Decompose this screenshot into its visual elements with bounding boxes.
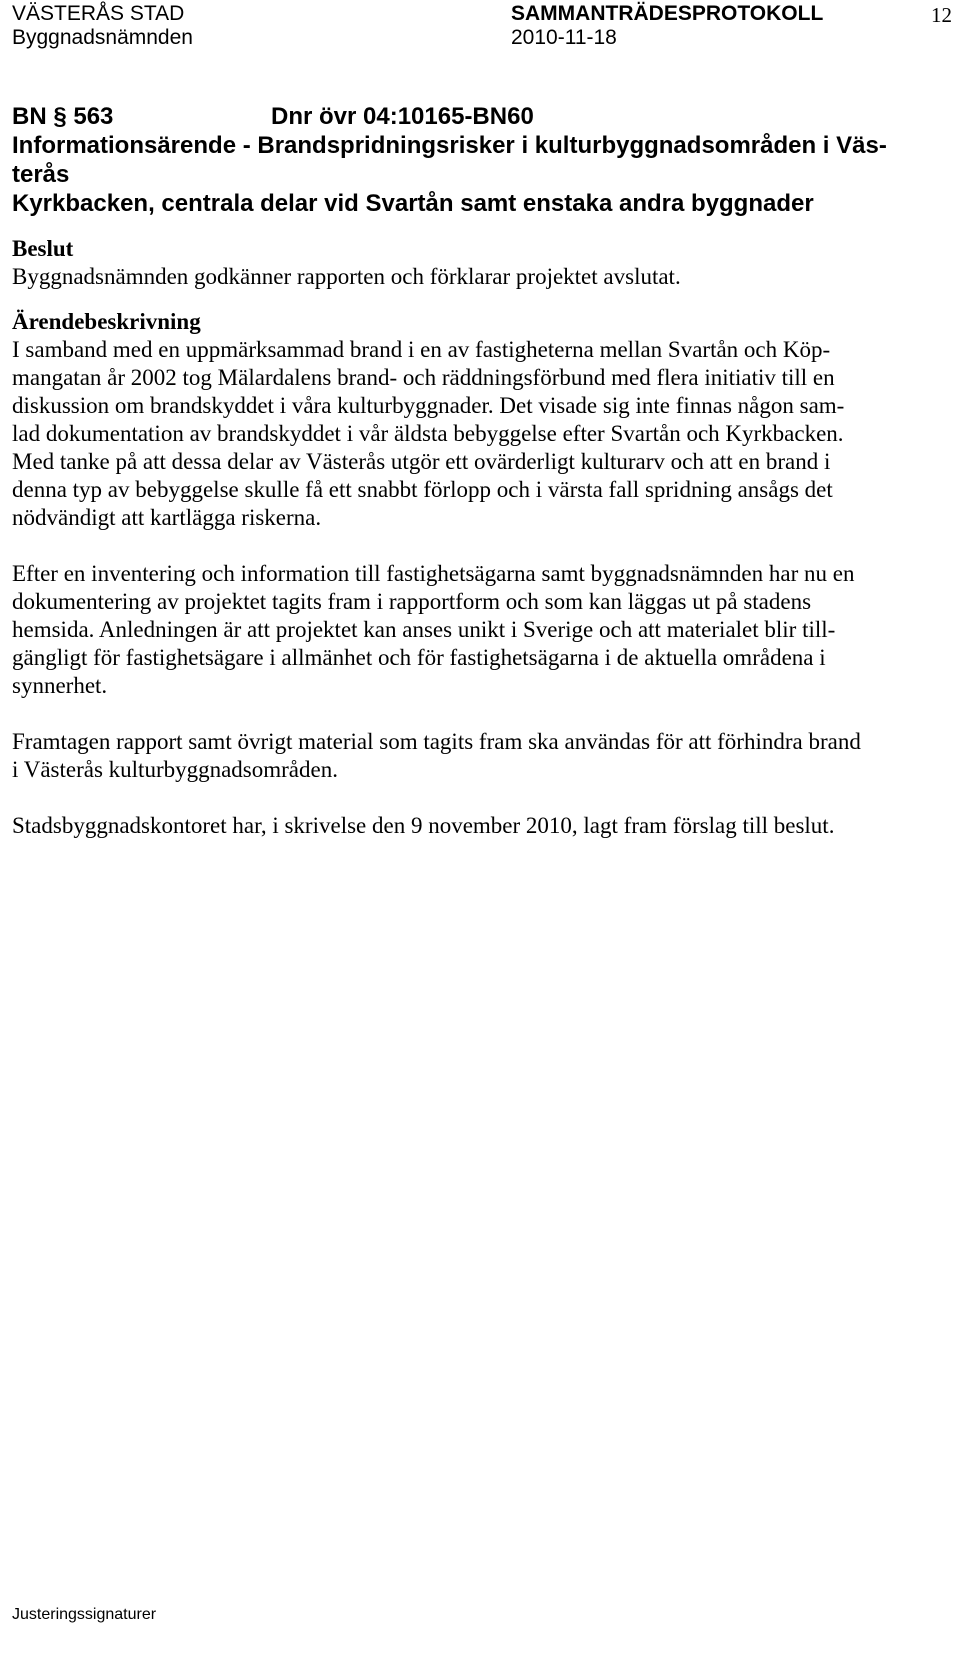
text-line: hemsida. Anledningen är att projektet kan anses unikt i Sverige och att materialet blir till- (12, 617, 836, 642)
description-text (12, 336, 917, 840)
meeting-date: 2010-11-18 (511, 26, 617, 49)
text-line: mangatan år 2002 tog Mälardalens brand- och räddningsförbund med flera initiativ till en (12, 365, 835, 390)
description-heading: Ärendebeskrivning (12, 309, 201, 334)
decision-text: Byggnadsnämnden godkänner rapporten och förklarar projektet avslutat. (12, 264, 681, 289)
text-line: i Västerås kulturbyggnadsområden. (12, 757, 338, 782)
paragraph-gap (12, 784, 917, 812)
text-line: nödvändigt att kartlägga riskerna. (12, 505, 322, 530)
text-line: gängligt för fastighetsägare i allmänhet och för fastighetsägarna i de aktuella områdena i (12, 645, 826, 670)
diary-number: Dnr övr 04:10165-BN60 (271, 103, 534, 130)
text-line: Framtagen rapport samt övrigt material som tagits fram ska användas för att förhindra brand (12, 729, 861, 754)
text-line: I samband med en uppmärksammad brand i en av fastigheterna mellan Svartån och Köp- (12, 337, 831, 362)
case-subtitle: Kyrkbacken, centrala delar vid Svartån samt enstaka andra byggnader (12, 190, 814, 217)
decision-heading: Beslut (12, 236, 74, 261)
paragraph-gap (12, 532, 917, 560)
text-line: Med tanke på att dessa delar av Västerås utgör ett ovärderligt kulturarv och att en brand i (12, 449, 831, 474)
document-type: SAMMANTRÄDESPROTOKOLL (511, 2, 824, 25)
description-paragraph (12, 560, 917, 700)
description-paragraph (12, 728, 917, 784)
page-number: 12 (931, 3, 952, 27)
case-title-line: Informationsärende - Brandspridningsrisker i kulturbyggnadsområden i Väs- (12, 132, 887, 159)
case-number: BN § 563 (12, 103, 114, 130)
text-line: Efter en inventering och information till fastighetsägarna samt byggnadsnämnden har nu en (12, 561, 855, 586)
text-line: denna typ av bebyggelse skulle få ett snabbt förlopp och i värsta fall spridning ansågs det (12, 477, 833, 502)
case-title-line: terås (12, 161, 70, 188)
paragraph-gap (12, 700, 917, 728)
case-heading (12, 102, 917, 218)
organization-name: VÄSTERÅS STAD (12, 2, 185, 25)
description-paragraph (12, 336, 917, 532)
text-line: diskussion om brandskyddet i våra kulturbyggnader. Det visade sig inte finnas någon sam- (12, 393, 845, 418)
text-line: lad dokumentation av brandskyddet i vår äldsta bebyggelse efter Svartån och Kyrkbacken. (12, 421, 844, 446)
board-name: Byggnadsnämnden (12, 26, 193, 49)
description-paragraph (12, 812, 917, 840)
protocol-body (12, 102, 917, 840)
signature-label: Justeringssignaturer (12, 1606, 157, 1623)
text-line: synnerhet. (12, 673, 108, 698)
text-line: Stadsbyggnadskontoret har, i skrivelse den 9 november 2010, lagt fram förslag till beslut. (12, 813, 835, 838)
text-line: dokumentering av projektet tagits fram i rapportform och som kan läggas ut på stadens (12, 589, 812, 614)
